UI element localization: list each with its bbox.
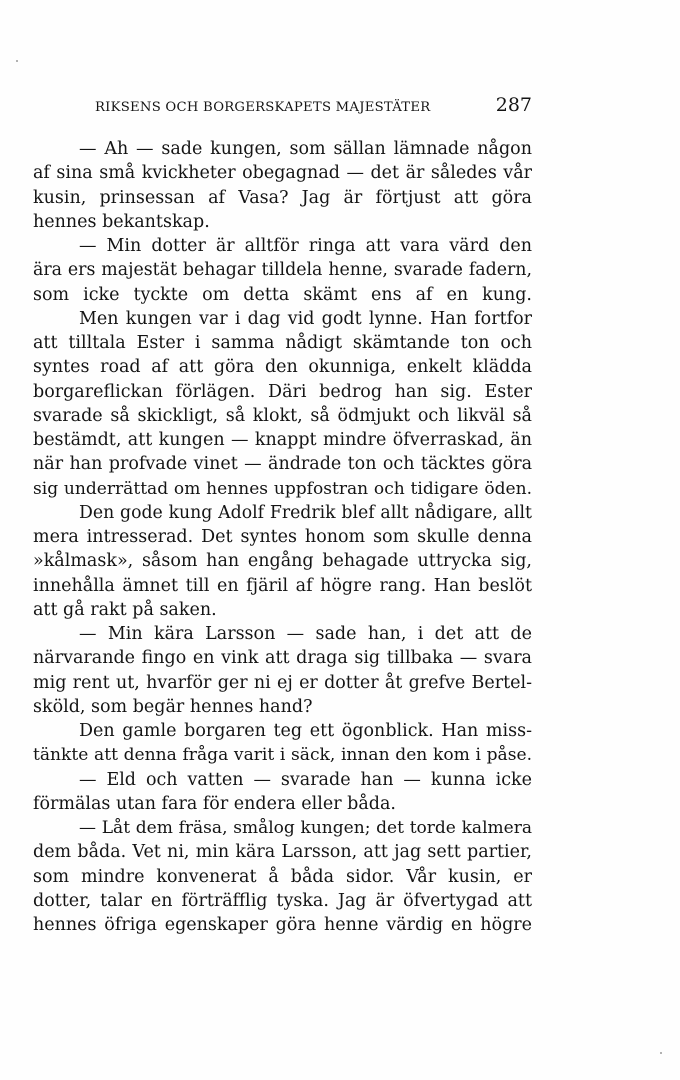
text-line: syntes road af att göra den okunniga, enkelt klädda xyxy=(33,357,532,378)
text-line: dem båda. Vet ni, min kära Larsson, att jag sett partier, xyxy=(33,842,532,863)
page-header xyxy=(95,94,532,120)
text-line: Men kungen var i dag vid godt lynne. Han fortfor xyxy=(79,308,532,329)
text-line: hennes öfriga egenskaper göra henne värdig en högre xyxy=(33,915,532,935)
text-line: — Låt dem fräsa, smålog kungen; det torde kalmera xyxy=(79,818,532,838)
text-line: hennes bekantskap. xyxy=(33,211,210,232)
text-line: Den gode kung Adolf Fredrik blef allt nådigare, allt xyxy=(79,502,532,523)
page-number: 287 xyxy=(495,94,532,116)
text-line: af sina små kvickheter obegagnad — det är således vår xyxy=(33,163,532,184)
text-line: bestämdt, att kungen — knappt mindre öfverraskad, än xyxy=(33,430,532,450)
text-line: förmälas utan fara för endera eller båda. xyxy=(33,793,396,814)
text-line: att gå rakt på saken. xyxy=(33,599,217,620)
text-line: när han profvade vinet — ändrade ton och täcktes göra xyxy=(33,454,532,475)
text-line: sig underrättad om hennes uppfostran och tidigare öden. xyxy=(33,478,532,499)
paper-speck xyxy=(660,1052,662,1054)
text-line: — Min dotter är alltför ringa att vara värd den xyxy=(79,236,532,256)
text-line: tänkte att denna fråga varit i säck, innan den kom i påse. xyxy=(33,745,532,766)
text-line: mig rent ut, hvarför ger ni ej er dotter åt grefve Bertel- xyxy=(33,672,532,693)
text-line: Den gamle borgaren teg ett ögonblick. Han miss- xyxy=(79,721,532,741)
text-line: »kålmask», såsom han engång behagade uttrycka sig, xyxy=(33,551,532,572)
text-line: borgareflickan förlägen. Däri bedrog han sig. Ester xyxy=(33,381,532,402)
text-line: ära ers majestät behagar tilldela henne, svarade fadern, xyxy=(33,260,532,281)
running-head: RIKSENS OCH BORGERSKAPETS MAJESTÄTER xyxy=(95,100,431,115)
text-line: som mindre konvenerat å båda sidor. Vår kusin, er xyxy=(33,866,532,887)
text-line: innehålla ämnet till en fjäril af högre rang. Han beslöt xyxy=(33,575,532,596)
text-line: mera intresserad. Det syntes honom som skulle denna xyxy=(33,527,532,547)
paper-speck xyxy=(16,60,18,62)
text-line: som icke tyckte om detta skämt ens af en kung. xyxy=(33,284,532,305)
text-line: närvarande fingo en vink att draga sig tillbaka — svara xyxy=(33,648,532,669)
text-line: dotter, talar en förträfflig tyska. Jag är öfvertygad att xyxy=(33,890,532,911)
text-line: — Ah — sade kungen, som sällan lämnade någon xyxy=(79,139,532,159)
text-line: att tilltala Ester i samma nådigt skämtande ton och xyxy=(33,333,532,353)
body-text xyxy=(33,137,532,937)
text-line: — Eld och vatten — svarade han — kunna icke xyxy=(79,769,532,790)
text-line: kusin, prinsessan af Vasa? Jag är förtjust att göra xyxy=(33,187,532,208)
text-line: svarade så skickligt, så klokt, så ödmjukt och likväl så xyxy=(33,405,532,426)
text-line: — Min kära Larsson — sade han, i det att de xyxy=(79,624,532,644)
text-line: sköld, som begär hennes hand? xyxy=(33,696,313,717)
